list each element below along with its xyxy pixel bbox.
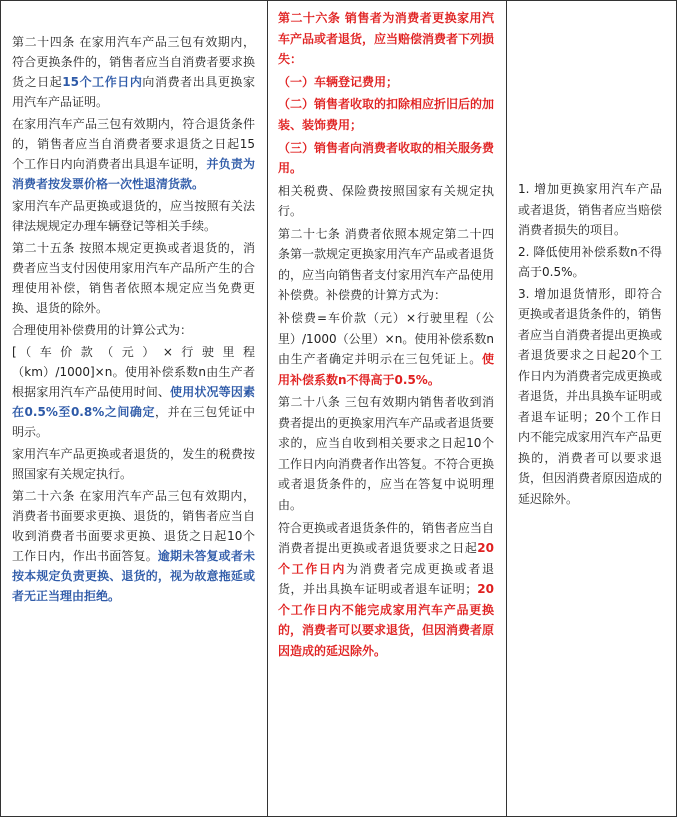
column-changes: [506, 1, 676, 816]
column-new-rules: [267, 1, 507, 816]
highlight-return-option: 20个工作日内不能完成家用汽车产品更换的，消费者可以要求退货，但因消费者原因造成的延迟除外。: [278, 582, 495, 658]
text-run: [（车价款（元）×行驶里程（km）/1000]×n。使用补偿系数n由生产者根据家用汽车产品使用时间、: [12, 345, 255, 399]
highlight-coefficient-limit: 使用补偿系数n不得高于0.5%。: [278, 352, 494, 387]
text-run: 符合更换或者退货条件的，销售者应当自消费者提出更换或者退货要求之日起: [278, 520, 495, 555]
article-25-para-2: 合理使用补偿费用的计算公式为：: [12, 323, 193, 337]
article-24-para-3: 家用汽车产品更换或退货的，应当按照有关法律法规规定办理车辆登记等相关手续。: [12, 199, 255, 233]
column-old-rules: [1, 1, 268, 816]
text-run: 为消费者完成更换或者退货，并出具换车证明或者退车证明；: [278, 561, 494, 596]
article-27-para-2: [278, 308, 494, 390]
highlight-coefficient-range: 使用状况等因素在0.5%至0.8%之间确定: [12, 385, 255, 419]
text-run: 在家用汽车产品三包有效期内，符合退货条件的，销售者应当自消费者要求退货之日起15个工作日内向消费者出具退车证明，: [12, 117, 255, 171]
highlight-overdue: 逾期未答复或者未按本规定负责更换、退货的，视为故意拖延或者无正当理由拒绝。: [12, 549, 255, 603]
loss-item-2: （二）销售者收取的扣除相应折旧后的加装、装饰费用；: [278, 97, 495, 132]
article-24-para-2: [12, 114, 255, 194]
text-run: 第二十六条 在家用汽车产品三包有效期内，消费者书面要求更换、退货的，销售者应当自收到消费者书面要求更换、退货之日起10个工作日内，作出书面答复。: [12, 489, 255, 563]
article-26-heading: 第二十六条 销售者为消费者更换家用汽车产品或者退货，应当赔偿消费者下列损失：: [278, 11, 495, 66]
change-note-2: 2. 降低使用补偿系数n不得高于0.5%。: [518, 244, 662, 279]
loss-item-1: （一）车辆登记费用；: [278, 74, 399, 89]
text-run: 第二十四条 在家用汽车产品三包有效期内，符合更换条件的，销售者应当自消费者要求换货之日起: [12, 35, 255, 89]
loss-item-3: （三）销售者向消费者收取的相关服务费用。: [278, 140, 495, 176]
text-run: ，并在三包凭证中明示。: [12, 405, 255, 439]
article-28-para-1: 第二十八条 三包有效期内销售者收到消费者提出的更换家用汽车产品或者退货要求的，应当自收到相关要求之日起10个工作日内向消费者作出答复。不符合更换或者退货条件的，应当在答复中说明理由。: [278, 395, 495, 512]
highlight-15-workdays: 15个工作日内: [62, 75, 143, 89]
text-run: 补偿费=车价款（元）×行驶里程（公里）/1000（公里）×n。使用补偿系数n由生产者确定并明示在三包凭证上。: [278, 311, 494, 367]
highlight-refund: 并负责为消费者按发票价格一次性退清货款。: [12, 157, 255, 191]
highlight-20-workdays: 20个工作日内: [278, 541, 494, 576]
article-25-para-1: 第二十五条 按照本规定更换或者退货的，消费者应当支付因使用家用汽车产品所产生的合理使用补偿，销售者依照本规定应当免费更换、退货的除外。: [12, 241, 255, 315]
article-27-para-1: 第二十七条 消费者依照本规定第二十四条第一款规定更换家用汽车产品或者退货的，应当向销售者支付家用汽车产品使用补偿费。补偿费的计算方式为：: [278, 226, 495, 303]
article-24-para-1: [12, 32, 255, 112]
article-25-para-4: 家用汽车产品更换或者退货的，发生的税费按照国家有关规定执行。: [12, 447, 255, 481]
change-note-3: 3. 增加退货情形，即符合更换或者退货条件的，销售者应当自消费者提出更换或者退货要求之日起20个工作日内为消费者完成更换或者退货，并出具换车证明或者退车证明；20个工作日内不能完成家用汽车产品更换的，消费者可以要求退货，但因消费者原因造成的延迟除外。: [518, 286, 663, 506]
article-25-para-3: [12, 342, 255, 442]
article-26-para-1: [12, 486, 255, 606]
change-note-1: 1. 增加更换家用汽车产品或者退货，销售者应当赔偿消费者损失的项目。: [518, 182, 663, 237]
tax-para: 相关税费、保险费按照国家有关规定执行。: [278, 183, 494, 219]
text-run: 向消费者出具更换家用汽车产品证明。: [12, 75, 255, 109]
article-28-para-2: [278, 518, 494, 662]
